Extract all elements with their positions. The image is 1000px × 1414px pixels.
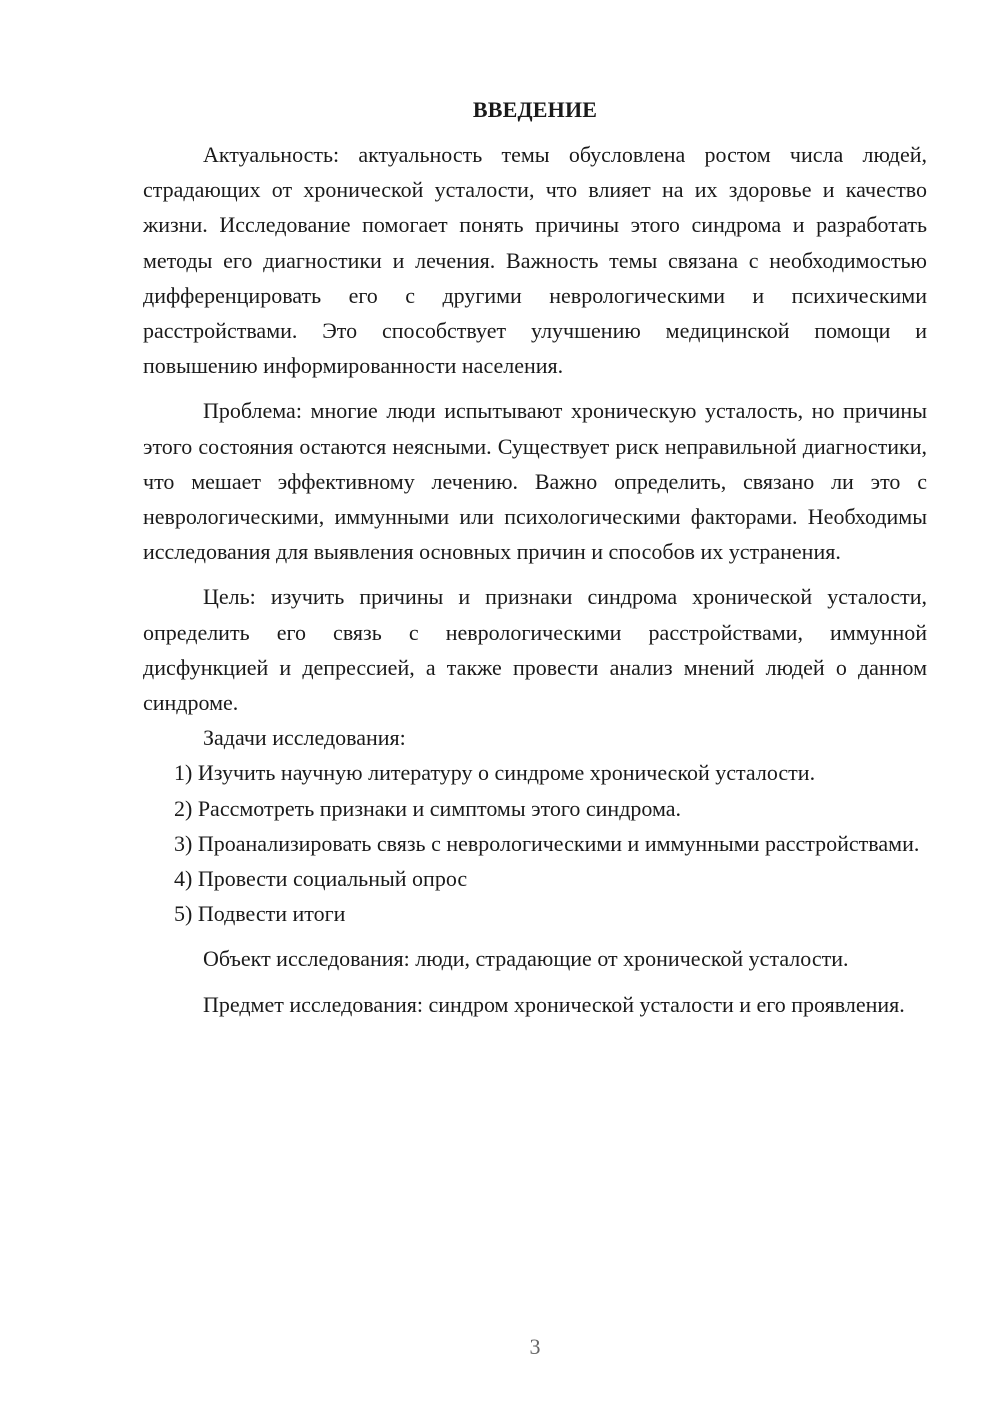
tasks-title: Задачи исследования: — [203, 725, 406, 751]
relevance-paragraph: Актуальность: актуальность темы обусловлена ростом числа людей, страдающих от хронической усталости, что влияет на их здоровье и качество жизни. Исследование помогает понять причины этого синдрома и разработать методы его диагностики и лечения. Важность темы связана с необходимостью дифференцировать его с другими неврологическими и психическими расстройствами. Это способствует улучшению медицинской помощи и повышению информированности населения. — [143, 142, 927, 379]
goal-paragraph: Цель: изучить причины и признаки синдрома хронической усталости, определить его связь с неврологическими расстройствами, иммунной дисфункцией и депрессией, а также провести анализ мнений людей о данном синдроме. — [143, 584, 927, 716]
page-number: 3 — [529, 1334, 541, 1359]
task-item: 1) Изучить научную литературу о синдроме хронической усталости. — [174, 760, 816, 786]
task-item: 2) Рассмотреть признаки и симптомы этого синдрома. — [174, 795, 681, 821]
object-paragraph: Объект исследования: люди, страдающие от хронической усталости. — [203, 946, 849, 972]
section-heading: ВВЕДЕНИЕ — [472, 97, 598, 122]
subject-paragraph: Предмет исследования: синдром хронической усталости и его проявления. — [203, 991, 905, 1017]
task-item: 4) Провести социальный опрос — [174, 866, 468, 892]
task-item: 5) Подвести итоги — [174, 901, 346, 927]
task-item: 3) Проанализировать связь с неврологическими и иммунными расстройствами. — [174, 830, 920, 856]
page-content — [143, 92, 927, 1022]
problem-paragraph: Проблема: многие люди испытывают хроническую усталость, но причины этого состояния остаются неясными. Существует риск неправильной диагностики, что мешает эффективному лечению. Важно определить, связано ли это с неврологическими, иммунными или психологическими факторами. Необходимы исследования для выявления основных причин и способов их устранения. — [143, 398, 927, 565]
